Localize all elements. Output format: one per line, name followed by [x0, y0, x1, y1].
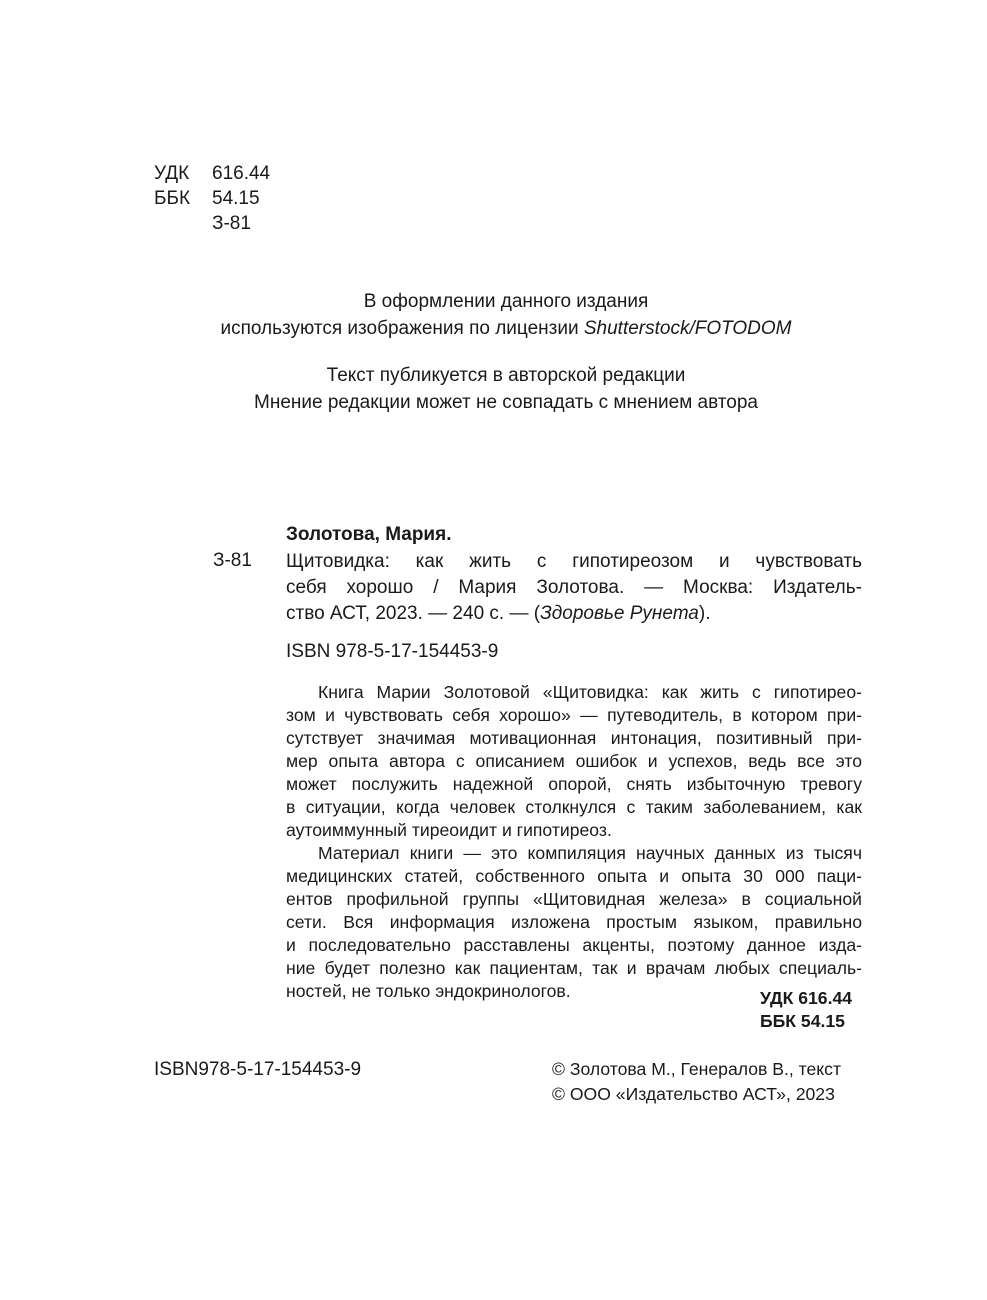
copyright-block [552, 1057, 841, 1107]
copyright-author: © Золотова М., Генералов В., текст [552, 1059, 842, 1079]
catalog-bibliographic-description [286, 549, 862, 627]
annotation-line: Материал книги — это компиляция научных данных из тысяч [318, 843, 862, 863]
biblio-line: себя хорошо / Мария Золотова. — Москва: Издатель- [286, 577, 862, 598]
udk-row [154, 161, 270, 186]
annotation-codes [760, 987, 852, 1033]
license-name: Shutterstock/FOTODOM [583, 318, 792, 339]
classification-codes [154, 161, 270, 236]
annotation-line: ентов профильной группы «Щитовидная железа» в социальной [286, 889, 862, 909]
footer-isbn: ISBN978-5-17-154453-9 [154, 1059, 362, 1080]
biblio-line: ство АСТ, 2023. — 240 с. — (Здоровье Рунета). [286, 603, 711, 624]
annotation-line: и последовательно расставлены акценты, поэтому данное изда- [286, 935, 862, 955]
annotation-udk: УДК 616.44 [760, 988, 853, 1008]
annotation-line: в ситуации, когда человек столкнулся с таким заболеванием, как [286, 797, 862, 817]
author-mark: З-81 [212, 213, 251, 234]
annotation-line: Книга Марии Золотовой «Щитовидка: как жить с гипотирео- [318, 682, 862, 702]
author-mark-row [154, 211, 270, 236]
design-notice-line2: используются изображения по лицензии Shutterstock/FOTODOM [220, 318, 792, 339]
bbk-label: ББК [154, 188, 191, 209]
annotation-bbk: ББК 54.15 [760, 1011, 845, 1031]
catalog-author-heading: Золотова, Мария. [286, 524, 452, 545]
annotation-line: ние будет полезно как пациентам, так и врачам любых специаль- [286, 958, 862, 978]
udk-value: 616.44 [212, 163, 271, 184]
annotation-line: аутоиммунный тиреоидит и гипотиреоз. [286, 820, 612, 840]
edition-notice [0, 362, 987, 416]
udk-label: УДК [154, 163, 190, 184]
series-name: Здоровье Рунета [540, 603, 699, 624]
design-notice [0, 288, 987, 342]
biblio-line: Щитовидка: как жить с гипотиреозом и чувствовать [286, 551, 862, 572]
catalog-author-mark: З-81 [213, 550, 252, 571]
annotation-paragraph-2 [286, 842, 862, 1003]
annotation-paragraph-1 [286, 681, 862, 842]
annotation-line: зом и чувствовать себя хорошо» — путеводитель, в котором при- [286, 705, 862, 725]
catalog-isbn: ISBN 978-5-17-154453-9 [286, 641, 499, 662]
bbk-row [154, 186, 270, 211]
annotation-line: ностей, не только эндокринологов. [286, 981, 571, 1001]
edition-notice-line2: Мнение редакции может не совпадать с мнением автора [254, 392, 758, 413]
design-notice-line1: В оформлении данного издания [363, 291, 649, 312]
annotation [286, 681, 862, 1003]
annotation-line: сутствует значимая мотивационная интонация, позитивный при- [286, 728, 862, 748]
annotation-line: может послужить надежной опорой, снять избыточную тревогу [286, 774, 862, 794]
bbk-value: 54.15 [212, 188, 260, 209]
copyright-publisher: © ООО «Издательство АСТ», 2023 [552, 1084, 835, 1104]
annotation-line: мер опыта автора с описанием ошибок и успехов, ведь все это [286, 751, 862, 771]
annotation-line: медицинских статей, собственного опыта и опыта 30 000 паци- [286, 866, 862, 886]
edition-notice-line1: Текст публикуется в авторской редакции [326, 365, 686, 386]
annotation-line: сети. Вся информация изложена простым языком, правильно [286, 912, 862, 932]
